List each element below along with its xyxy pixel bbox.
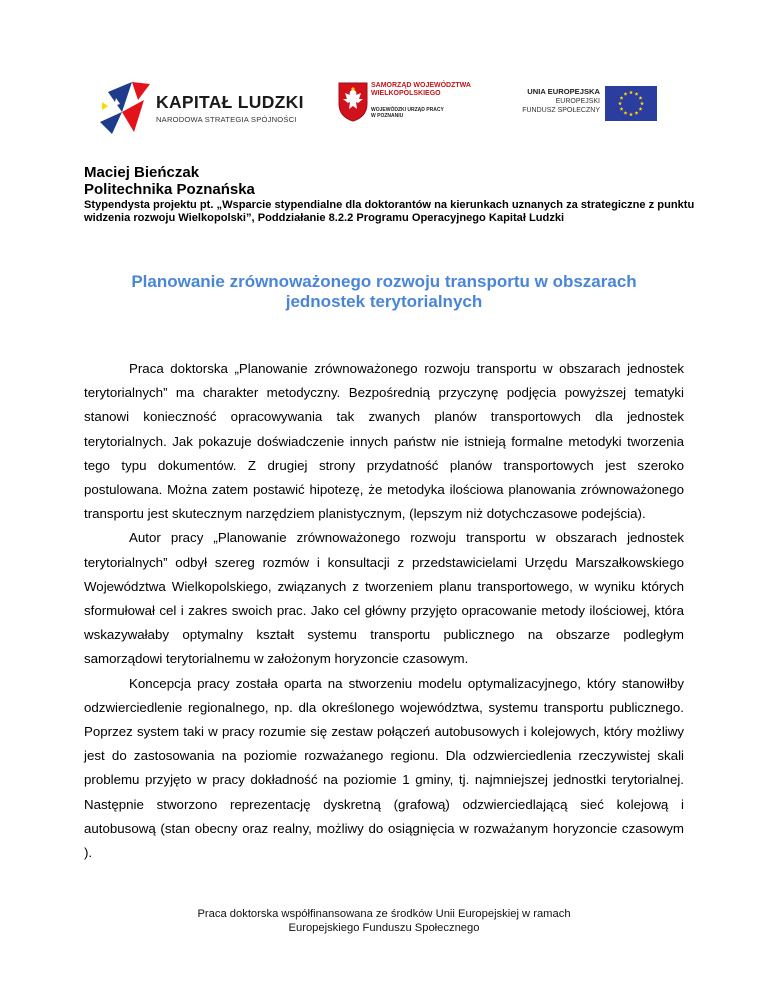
eagle-shield-icon xyxy=(338,82,368,122)
document-body xyxy=(84,357,684,865)
eu-logo xyxy=(492,86,658,122)
samorzad-name-line2: WIELKOPOLSKIEGO xyxy=(371,90,441,97)
author-affiliation: Politechnika Poznańska xyxy=(84,181,255,198)
eu-fund-line1: EUROPEJSKI xyxy=(555,98,600,105)
wup-name-line1: WOJEWÓDZKI URZĄD PRACY xyxy=(371,107,444,113)
eu-fund-name xyxy=(522,98,600,115)
funding-footer xyxy=(84,908,684,935)
kapital-ludzki-logo xyxy=(98,78,304,136)
wup-name xyxy=(371,108,444,119)
author-block xyxy=(84,164,255,198)
kapital-ludzki-subtitle: NARODOWA STRATEGIA SPÓJNOŚCI xyxy=(156,115,297,124)
samorzad-name xyxy=(371,82,471,98)
document-title xyxy=(84,272,684,312)
eu-fund-line2: FUNDUSZ SPOŁECZNY xyxy=(522,106,600,114)
body-paragraph-3: Koncepcja pracy została oparta na stworzeniu modelu optymalizacyjnego, który stanowiłby odzwierciedlenie regionalnego, np. dla określonego województwa, systemu transportu publicznego. Poprzez system taki w pracy rozumie się zestaw połączeń autobusowych i kolejowych, który możliwy jest do zastosowania na poziomie rozważanego regionu. Dla odzwierciedlenia rzeczywistej skali problemu przyjęto w pracy dokładność na poziomie 1 gminy, tj. najmniejszej jednostki terytorialnej. Następnie stworzono reprezentację dyskretną (grafową) odzwierciedlającą sieć kolejową i autobusową (stan obecny oraz realny, możliwy do osiągnięcia w rozważanym horyzoncie czasowym ). xyxy=(84,675,684,861)
footer-line2: Europejskiego Funduszu Społecznego xyxy=(288,921,480,934)
author-name: Maciej Bieńczak xyxy=(84,164,200,181)
eu-name: UNIA EUROPEJSKA xyxy=(527,87,600,96)
document-title-line2: jednostek terytorialnych xyxy=(285,292,483,311)
samorzad-name-line1: SAMORZĄD WOJEWÓDZTWA xyxy=(371,82,471,89)
kapital-ludzki-mark-icon xyxy=(98,78,152,136)
body-paragraph-1: Praca doktorska „Planowanie zrównoważonego rozwoju transportu w obszarach jednostek terytorialnych” ma charakter metodyczny. Bezpośrednią przyczynę podjęcia powyższej tematyki stanowi konieczność opracowywania tak zwanych planów transportowych dla jednostek terytorialnych. Jak pokazuje doświadczenie innych państw nie istnieją formalne metodyki tworzenia tego typu dokumentów. Z drugiej strony przydatność planów transportowych jest szeroko postulowana. Można zatem postawić hipotezę, że metodyka ilościowa planowania zrównoważonego transportu jest skutecznym narzędziem planistycznym, (lepszym niż dotychczasowe podejścia). xyxy=(84,361,684,522)
wup-name-line2: W POZNANIU xyxy=(371,112,404,119)
footer-line1: Praca doktorska współfinansowana ze środków Unii Europejskiej w ramach xyxy=(197,908,571,920)
samorzad-logo xyxy=(338,82,471,126)
body-paragraph-2: Autor pracy „Planowanie zrównoważonego rozwoju transportu w obszarach jednostek terytorialnych” odbył szereg rozmów i konsultacji z przedstawicielami Urzędu Marszałkowskiego Województwa Wielkopolskiego, związanych z tworzeniem planu transportowego, w wyniku których sformułował cel i zakres swoich prac. Jako cel główny przyjęto opracowanie metody ilościowej, która wskazywałaby optymalny kształt systemu transportu publicznego na obszarze podległym samorządowi terytorialnemu w założonym horyzoncie czasowym. xyxy=(84,530,684,667)
eu-flag-icon xyxy=(605,86,657,121)
document-title-line1: Planowanie zrównoważonego rozwoju transportu w obszarach xyxy=(131,272,637,291)
scholarship-note: Stypendysta projektu pt. „Wsparcie stypendialne dla doktorantów na kierunkach uznanych za strategiczne z punktu widzenia rozwoju Wielkopolski”, Poddziałanie 8.2.2 Programu Operacyjnego Kapitał Ludzki xyxy=(84,199,695,224)
kapital-ludzki-name: KAPITAŁ LUDZKI xyxy=(156,92,304,112)
